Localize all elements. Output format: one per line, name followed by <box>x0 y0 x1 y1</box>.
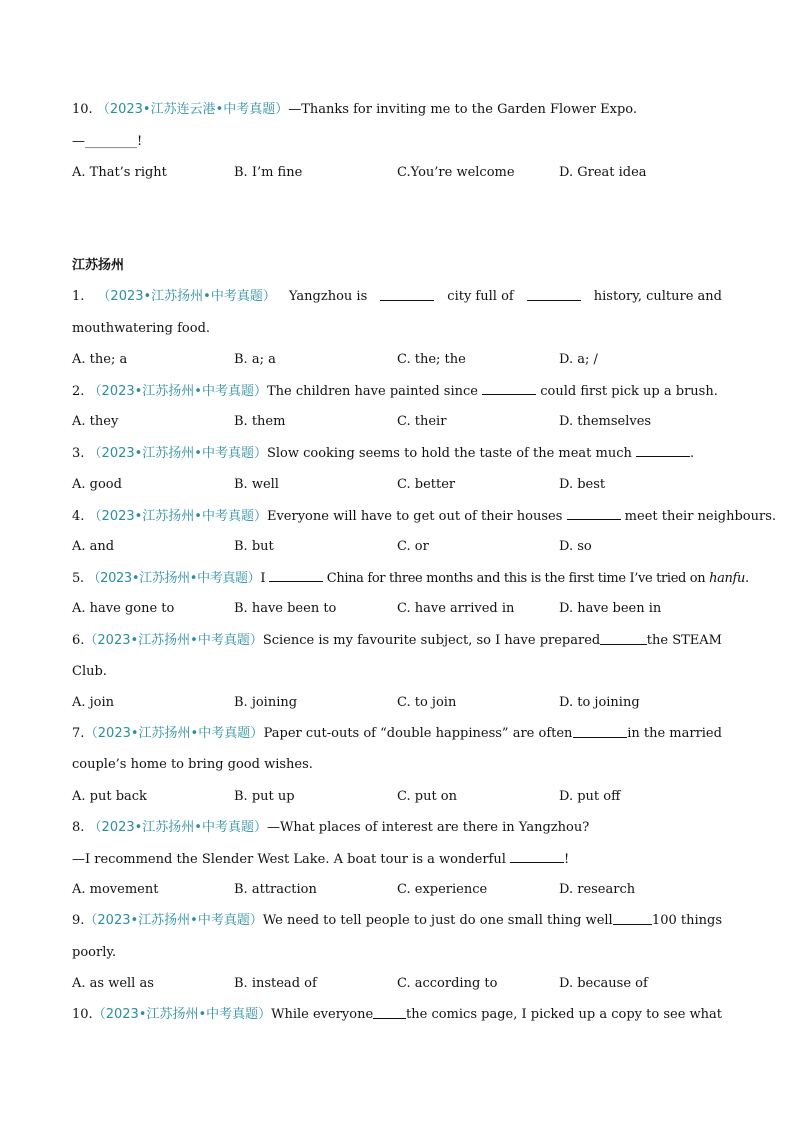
source-tag: （2023•江苏扬州•中考真题） <box>88 820 267 835</box>
question-text: —What places of interest are there in Yangzhou? <box>266 820 590 835</box>
question-text-cont: poorly. <box>72 945 117 960</box>
question-text-cont: Club. <box>72 664 107 679</box>
option-b[interactable]: B. well <box>234 477 279 492</box>
option-b[interactable]: B. them <box>234 414 286 429</box>
source-tag: （2023•江苏扬州•中考真题） <box>88 509 267 524</box>
question-10-lyg <box>72 101 722 119</box>
question-text: Slow cooking seems to hold the taste of the meat much <box>266 446 632 461</box>
answer-blank[interactable] <box>636 444 690 457</box>
option-a[interactable]: A. they <box>72 414 119 429</box>
option-c[interactable]: C. better <box>397 477 456 492</box>
option-d[interactable]: D. best <box>559 477 606 492</box>
option-c[interactable]: C.You’re welcome <box>397 165 515 180</box>
option-d[interactable]: D. Great idea <box>559 165 647 180</box>
option-d[interactable]: D. put off <box>559 789 621 804</box>
option-a[interactable]: A. put back <box>72 789 147 804</box>
option-b[interactable]: B. but <box>234 539 274 554</box>
question-text: Everyone will have to get out of their houses <box>266 509 563 524</box>
options-row <box>72 788 722 806</box>
options-row <box>72 694 722 712</box>
question-2 <box>72 382 722 401</box>
question-text: —Thanks for inviting me to the Garden Flower Expo. <box>288 102 637 117</box>
question-text: the STEAM <box>646 633 722 648</box>
italic-term: hanfu <box>709 571 746 586</box>
option-c[interactable]: C. their <box>397 414 447 429</box>
question-text: —I recommend the Slender West Lake. A boat tour is a wonderful <box>72 852 506 867</box>
option-b[interactable]: B. attraction <box>234 882 317 897</box>
options-row <box>72 164 722 182</box>
question-7 <box>72 725 722 743</box>
question-text: We need to tell people to just do one small thing well <box>262 913 613 928</box>
answer-blank[interactable] <box>600 632 647 645</box>
source-tag: （2023•江苏扬州•中考真题） <box>84 726 264 741</box>
option-d[interactable]: D. research <box>559 882 636 897</box>
options-row <box>72 975 722 993</box>
source-tag: （2023•江苏扬州•中考真题） <box>92 1007 272 1022</box>
question-text: . <box>745 571 749 586</box>
question-text: . <box>690 446 695 461</box>
question-text: I <box>260 571 266 586</box>
option-a[interactable]: A. join <box>72 695 115 710</box>
option-c[interactable]: C. to join <box>397 695 457 710</box>
question-number: 6. <box>72 633 85 648</box>
answer-blank[interactable] <box>269 569 323 582</box>
option-b[interactable]: B. put up <box>234 789 295 804</box>
question-text: Yangzhou is <box>288 289 368 304</box>
question-text: While everyone <box>271 1007 374 1022</box>
options-row <box>72 881 722 899</box>
option-a[interactable]: A. and <box>72 539 115 554</box>
question-text-cont <box>72 850 722 869</box>
question-number: 2. <box>72 384 85 399</box>
question-6 <box>72 632 722 650</box>
option-c[interactable]: C. according to <box>397 976 498 991</box>
question-text: ! <box>564 852 570 867</box>
question-text: China for three months and this is the first time I’ve tried on <box>326 571 706 586</box>
question-text: history, culture and <box>593 289 722 304</box>
question-9 <box>72 912 722 930</box>
answer-blank[interactable] <box>573 725 627 738</box>
answer-blank[interactable] <box>510 850 564 863</box>
question-number: 3. <box>72 446 85 461</box>
option-c[interactable]: C. the; the <box>397 352 466 367</box>
option-a[interactable]: A. as well as <box>72 976 154 991</box>
answer-blank[interactable] <box>380 288 434 301</box>
options-row <box>72 538 722 556</box>
question-text: 100 things <box>651 913 722 928</box>
question-3 <box>72 444 722 463</box>
option-d[interactable]: D. because of <box>559 976 648 991</box>
question-8 <box>72 819 722 837</box>
option-c[interactable]: C. put on <box>397 789 457 804</box>
source-tag: （2023•江苏扬州•中考真题） <box>88 384 267 399</box>
option-a[interactable]: A. That’s right <box>72 165 167 180</box>
source-tag: （2023•江苏连云港•中考真题） <box>96 102 289 117</box>
option-b[interactable]: B. have been to <box>234 601 337 616</box>
option-a[interactable]: A. movement <box>72 882 159 897</box>
answer-blank[interactable] <box>567 507 621 520</box>
option-a[interactable]: A. the; a <box>72 352 128 367</box>
source-tag: （2023•江苏扬州•中考真题） <box>84 633 263 648</box>
question-text: could first pick up a brush. <box>540 384 718 399</box>
question-text: city full of <box>447 289 514 304</box>
question-text-cont: couple’s home to bring good wishes. <box>72 757 313 772</box>
source-tag: （2023•江苏扬州•中考真题） <box>87 571 261 586</box>
answer-blank[interactable] <box>373 1006 406 1019</box>
question-text: in the married <box>627 726 722 741</box>
option-b[interactable]: B. a; a <box>234 352 276 367</box>
answer-blank[interactable] <box>613 912 652 925</box>
question-number: 9. <box>72 913 85 928</box>
question-number: 1. <box>72 289 85 304</box>
option-a[interactable]: A. have gone to <box>72 601 175 616</box>
option-d[interactable]: D. themselves <box>559 414 652 429</box>
option-d[interactable]: D. a; / <box>559 352 598 367</box>
question-number: 10. <box>72 1007 93 1022</box>
options-row <box>72 600 722 618</box>
question-text: The children have painted since <box>266 384 478 399</box>
answer-blank[interactable] <box>482 382 536 395</box>
option-c[interactable]: C. have arrived in <box>397 601 515 616</box>
option-c[interactable]: C. experience <box>397 882 488 897</box>
source-tag: （2023•江苏扬州•中考真题） <box>84 913 263 928</box>
question-number: 7. <box>72 726 85 741</box>
question-1 <box>72 288 722 306</box>
question-number: 4. <box>72 509 85 524</box>
options-row <box>72 476 722 494</box>
option-d[interactable]: D. have been in <box>559 601 662 616</box>
source-tag: （2023•江苏扬州•中考真题） <box>88 446 267 461</box>
question-10-yz <box>72 1006 722 1024</box>
question-number: 5. <box>72 571 84 586</box>
options-row <box>72 351 722 369</box>
question-5 <box>72 569 749 588</box>
option-b[interactable]: B. joining <box>234 695 298 710</box>
question-text: meet their neighbours. <box>624 509 776 524</box>
question-text-cont: mouthwatering food. <box>72 321 211 336</box>
option-a[interactable]: A. good <box>72 477 122 492</box>
option-d[interactable]: D. so <box>559 539 592 554</box>
source-tag: （2023•江苏扬州•中考真题） <box>97 289 276 304</box>
option-c[interactable]: C. or <box>397 539 429 554</box>
section-heading: 江苏扬州 <box>72 258 125 273</box>
option-d[interactable]: D. to joining <box>559 695 640 710</box>
option-b[interactable]: B. instead of <box>234 976 317 991</box>
options-row <box>72 413 722 431</box>
question-text: Paper cut-outs of “double happiness” are often <box>263 726 573 741</box>
answer-blank-line: —________! <box>72 134 143 149</box>
answer-blank[interactable] <box>527 288 581 301</box>
question-text: the comics page, I picked up a copy to see what <box>406 1007 722 1022</box>
question-number: 10. <box>72 102 93 117</box>
option-b[interactable]: B. I’m fine <box>234 165 303 180</box>
question-text: Science is my favourite subject, so I have prepared <box>262 633 601 648</box>
question-number: 8. <box>72 820 85 835</box>
question-4 <box>72 507 776 526</box>
